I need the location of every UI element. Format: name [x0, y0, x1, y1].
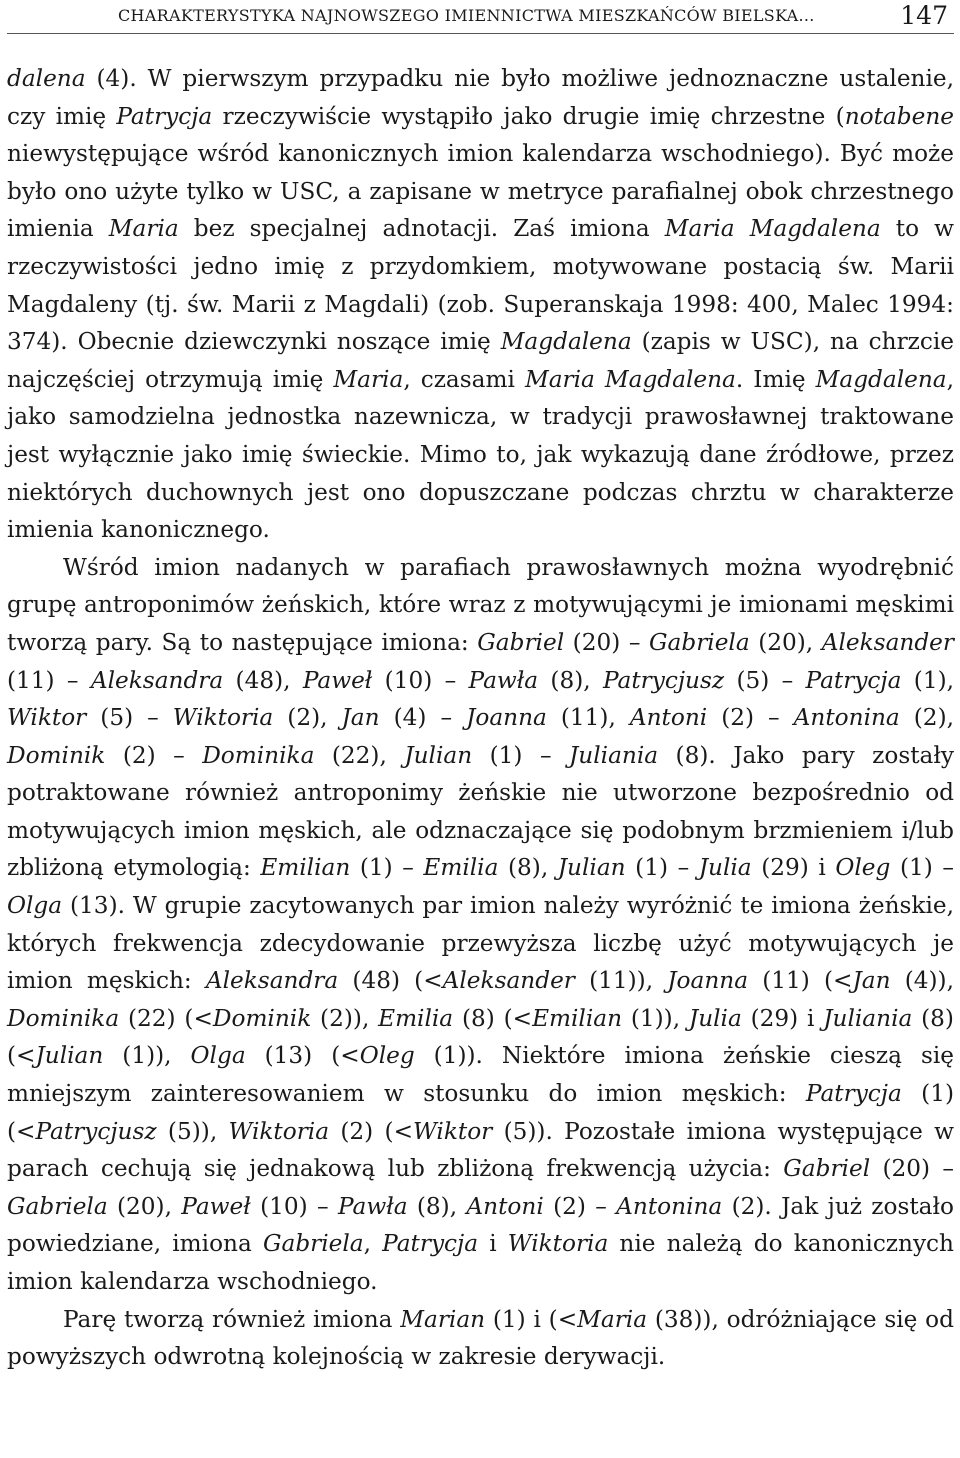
text-run: (38)), odróżniające się od powyższych odwrotną kolejnością w zakresie derywacji.	[7, 1305, 954, 1371]
text-run: (11) (<	[748, 967, 853, 995]
text-run: (1),	[901, 666, 954, 694]
italic-name: Maria	[577, 1305, 648, 1333]
text-run: Wśród imion nadanych w parafiach prawosławnych można wyodrębnić grupę antroponimów żeńskich, które wraz z motywującymi je imionami męskimi tworzą pary. Są to następujące imiona:	[7, 553, 954, 656]
italic-name: Marian	[400, 1305, 486, 1333]
italic-name: Dominika	[7, 1004, 120, 1032]
italic-name: Oleg	[835, 854, 891, 882]
text-run: (4). W pierwszym przypadku nie było możliwe jednoznaczne ustalenie, czy imię	[7, 65, 954, 130]
text-run: (20) –	[870, 1155, 954, 1183]
italic-name: Paweł	[181, 1192, 251, 1220]
italic-name: Maria	[108, 215, 179, 243]
italic-name: Aleksander	[821, 628, 954, 656]
italic-name: Patrycja	[805, 666, 902, 694]
italic-name: Maria	[333, 365, 404, 393]
italic-name: Olga	[190, 1042, 246, 1070]
body-text	[7, 60, 954, 1376]
text-run: (13) (<	[245, 1042, 360, 1070]
text-run: (5) –	[86, 704, 173, 732]
text-run: (8),	[407, 1192, 467, 1220]
italic-name: Patrycja	[116, 102, 213, 130]
italic-name: Paweł	[302, 666, 373, 694]
text-run: (48),	[223, 666, 303, 694]
italic-name: Maria Magdalena	[524, 365, 736, 393]
text-run: (20),	[107, 1192, 182, 1220]
italic-name: Emilia	[423, 854, 499, 882]
paragraph	[7, 60, 954, 549]
italic-name: Julian	[404, 741, 473, 769]
italic-name: Antoni	[629, 704, 708, 732]
text-run: (8),	[538, 666, 603, 694]
text-run: ,	[363, 1230, 383, 1258]
text-run: (22),	[314, 741, 405, 769]
italic-name: Olga	[7, 892, 63, 920]
text-run: (10) –	[372, 666, 469, 694]
text-run: (11)),	[574, 967, 668, 995]
italic-name: Magdalena	[815, 365, 947, 393]
text-run: (1) –	[625, 854, 699, 882]
text-run: . Imię	[735, 365, 816, 393]
italic-name: Dominik	[212, 1004, 312, 1032]
text-run: , czasami	[403, 365, 525, 393]
text-run: (22) (<	[119, 1004, 213, 1032]
italic-name: Wiktoria	[507, 1230, 609, 1258]
text-run: (5)),	[156, 1117, 229, 1145]
text-run: (29) i	[751, 854, 836, 882]
page-number: 147	[900, 1, 948, 30]
text-run: , jako samodzielna jednostka nazewnicza, w tradycji prawosławnej traktowane jest wyłącznie jako imię świeckie. Mimo to, jak wykazują dane źródłowe, przez niektórych duchownych jest ono dopuszczane podczas chrztu w charakterze imienia kanonicznego.	[7, 365, 954, 544]
text-run: nie należą do kanonicznych imion kalendarza wschodniego.	[7, 1230, 954, 1295]
text-run: (2) (<	[329, 1117, 413, 1145]
italic-name: Antoni	[466, 1192, 544, 1220]
text-run: (5)). Pozostałe imiona występujące w parach cechują się jednakową lub zbliżoną frekwencją użycia:	[7, 1117, 954, 1183]
italic-name: Juliania	[569, 741, 659, 769]
italic-name: Wiktoria	[228, 1117, 330, 1145]
text-run: (11),	[546, 704, 630, 732]
text-run: (2),	[899, 704, 954, 732]
italic-name: Antonina	[793, 704, 900, 732]
italic-name: Jan	[341, 704, 380, 732]
text-run: (2)),	[311, 1004, 379, 1032]
text-run: (1)),	[103, 1042, 191, 1070]
text-run: (2),	[273, 704, 342, 732]
italic-name: Jan	[852, 967, 891, 995]
italic-name: Dominika	[202, 741, 315, 769]
italic-name: Patrycjusz	[35, 1117, 157, 1145]
text-run: (48) (<	[338, 967, 443, 995]
text-run: bez specjalnej adnotacji. Zaś imiona	[178, 215, 665, 243]
document-page	[0, 3, 960, 1458]
italic-name: Joanna	[667, 967, 749, 995]
italic-name: Julia	[688, 1004, 742, 1032]
text-run: (2) –	[105, 741, 203, 769]
italic-name: Aleksandra	[90, 666, 224, 694]
italic-name: Gabriel	[783, 1155, 871, 1183]
text-run: (4) –	[379, 704, 467, 732]
paragraph	[7, 1301, 954, 1376]
italic-name: Maria Magdalena	[664, 215, 881, 243]
italic-name: Joanna	[466, 704, 547, 732]
paragraph	[7, 549, 954, 1301]
italic-name: Aleksandra	[205, 967, 339, 995]
italic-name: Wiktoria	[172, 704, 274, 732]
text-run: (1) i (<	[485, 1305, 578, 1333]
text-run: (1) –	[350, 854, 424, 882]
text-run: (20),	[749, 628, 822, 656]
italic-name: Gabriela	[262, 1230, 364, 1258]
text-run: (1) (<	[7, 1080, 955, 1145]
italic-name: Oleg	[359, 1042, 415, 1070]
italic-name: Patrycjusz	[602, 666, 725, 694]
italic-name: Julian	[557, 854, 626, 882]
italic-name: Wiktor	[413, 1117, 493, 1145]
text-run: (8) (<	[453, 1004, 533, 1032]
italic-name: Pawła	[337, 1192, 408, 1220]
text-run: (5) –	[724, 666, 806, 694]
text-run: (4)),	[890, 967, 954, 995]
text-run: (8). Jako pary zostały potraktowane również antroponimy żeńskie nie utworzone bezpośrednio od motywujących imion męskich, ale odznaczające się podobnym brzmieniem i/lub zbliżoną etymologią:	[7, 741, 954, 882]
italic-name: Gabriela	[649, 628, 750, 656]
text-run: (1) –	[472, 741, 570, 769]
italic-name: Patrycja	[805, 1080, 902, 1108]
text-run: i	[478, 1230, 508, 1258]
text-run: rzeczywiście wystąpiło jako drugie imię chrzestne (	[212, 102, 845, 130]
text-run: (29) i	[741, 1004, 824, 1032]
text-run: (13). W grupie zacytowanych par imion należy wyróżnić te imiona żeńskie, których frekwencja zdecydowanie przewyższa liczbę użyć motywujących je imion męskich:	[7, 892, 954, 995]
running-header	[7, 3, 954, 34]
italic-name: Magdalena	[500, 328, 632, 356]
italic-name: notabene	[844, 102, 954, 130]
text-run: (1)),	[622, 1004, 689, 1032]
text-run: (1)). Niektóre imiona żeńskie cieszą się mniejszym zainteresowaniem w stosunku do imion męskich:	[7, 1042, 954, 1108]
italic-name: Julia	[698, 854, 752, 882]
text-run: (1) –	[890, 854, 954, 882]
text-run: (8),	[498, 854, 558, 882]
italic-name: Aleksander	[442, 967, 575, 995]
italic-name: Gabriela	[7, 1192, 108, 1220]
text-run: (10) –	[250, 1192, 338, 1220]
text-run: (2) –	[543, 1192, 617, 1220]
italic-name: Wiktor	[7, 704, 87, 732]
italic-name: dalena	[7, 65, 86, 92]
text-run: (2). Jak już zostało powiedziane, imiona	[7, 1192, 954, 1258]
text-run: (2) –	[707, 704, 794, 732]
italic-name: Pawła	[468, 666, 539, 694]
text-run: (11) –	[7, 666, 91, 694]
text-run: niewystępujące wśród kanonicznych imion kalendarza wschodniego). Być może było ono użyte tylko w USC, a zapisane w metryce parafialnej obok chrzestnego imienia	[7, 140, 954, 243]
italic-name: Emilian	[260, 854, 351, 882]
running-title: CHARAKTERYSTYKA NAJNOWSZEGO IMIENNICTWA MIESZKAŃCÓW BIELSKA...	[118, 6, 815, 25]
italic-name: Dominik	[7, 741, 106, 769]
italic-name: Emilian	[532, 1004, 623, 1032]
italic-name: Gabriel	[477, 628, 565, 656]
italic-name: Antonina	[616, 1192, 723, 1220]
text-run: (zapis w USC), na chrzcie najczęściej otrzymują imię	[7, 328, 954, 393]
text-run: (20) –	[564, 628, 649, 656]
italic-name: Julian	[35, 1042, 104, 1070]
text-run: to w rzeczywistości jedno imię z przydomkiem, motywowane postacią św. Marii Magdaleny (tj. św. Marii z Magdali) (zob. Superanskaja 1998: 400, Malec 1994: 374). Obecnie dziewczynki noszące imię	[7, 215, 954, 356]
italic-name: Juliania	[823, 1004, 913, 1032]
italic-name: Emilia	[378, 1004, 454, 1032]
text-run: Parę tworzą również imiona	[63, 1305, 401, 1333]
text-run: (8) (<	[7, 1004, 954, 1070]
italic-name: Patrycja	[382, 1230, 479, 1258]
